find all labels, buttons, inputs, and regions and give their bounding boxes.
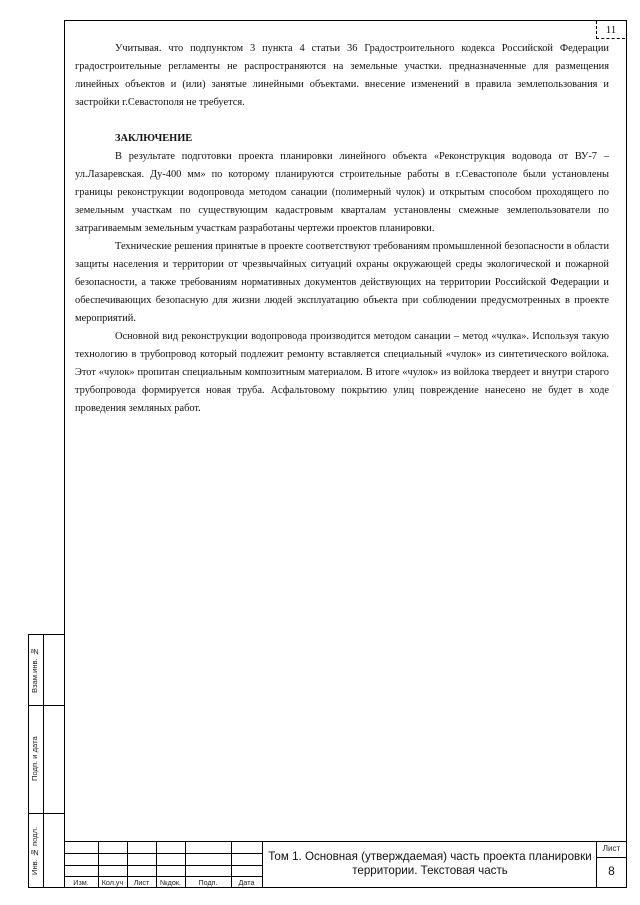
label-podp: Подп. (198, 878, 218, 887)
document-body (75, 40, 609, 418)
label-list: Лист (133, 878, 150, 887)
side-inv-label: Инв. № подл. (30, 826, 39, 876)
top-page-number: 11 (596, 21, 625, 39)
side-vzam-label: Взам.инв. № (30, 647, 39, 693)
label-ndok: №док. (159, 878, 182, 887)
paragraph-3: Технические решения принятые в проекте соответствуют требованиям промышленной безопасности в области защиты населения и территории от чрезвычайных ситуаций охраны окружающей среды экологической и пожарной безопасности, а также требованиям нормативных документов действующих на территории Российской Федерации и обеспечивающих безопасную для жизни людей эксплуатацию объекта при соблюдении предусмотренных в проекте мероприятий. (75, 241, 609, 324)
document-title: Том 1. Основная (утверждаемая) часть проекта планировки территории. Текстовая часть (268, 850, 592, 877)
label-kol-uch: Кол.уч (101, 878, 124, 887)
paragraph-1: Учитывая. что подпунктом 3 пункта 4 статьи 36 Градостроительного кодекса Российской Федерации градостроительные регламенты не распространяются на земельные участки. предназначенные для размещения линейных объектов и (или) занятые линейными объектами. внесение изменений в правила землепользования и застройки г.Севастополя не требуется. (75, 43, 609, 108)
sheet-number: 8 (608, 864, 615, 878)
paragraph-4: Основной вид реконструкции водопровода производится методом санации – метод «чулка». Используя такую технологию в трубопровод который подлежит ремонту вставляется специальный «чулок» из синтетического войлока. Этот «чулок» пропитан специальным композитным материалом. В итоге «чулок» из войлока твердеет и внутри старого трубопровода формируется новая труба. Асфальтовому покрытию улиц повреждение нанесено не будет в ходе проведения земляных работ. (75, 331, 609, 414)
paragraph-2: В результате подготовки проекта планировки линейного объекта «Реконструкция водовода от ВУ-7 – ул.Лазаревская. Ду-400 мм» по которому планируются строительные работы в г.Севастополе были установлены границы реконструкции водопровода методом санации (полимерный чулок) и открытым способом проходящего по земельным участкам по существующим кадастровым кварталам установлены смежные землепользователи по затрагиваемым земельным участкам разработаны чертежи проектов планировки. (75, 151, 609, 234)
title-block (64, 841, 627, 888)
conclusion-heading: ЗАКЛЮЧЕНИЕ (115, 133, 193, 144)
side-podp-label: Подп. и дата (30, 736, 39, 782)
sheet-label: Лист (602, 844, 621, 853)
label-izm: Изм. (73, 878, 89, 887)
side-stamp (28, 634, 64, 888)
label-data: Дата (238, 878, 255, 887)
